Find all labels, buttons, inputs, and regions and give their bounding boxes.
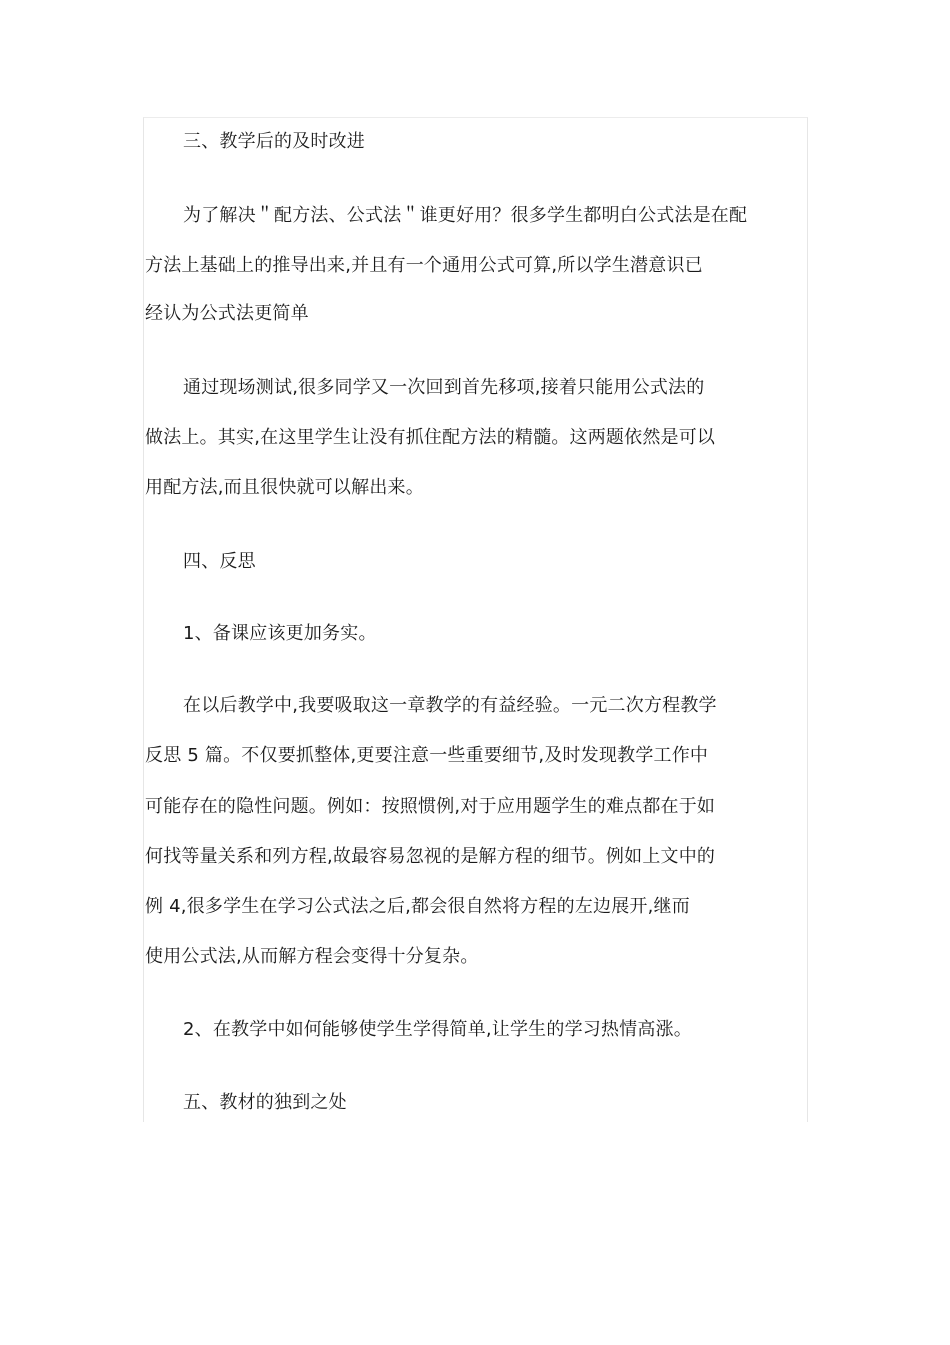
list-item-2: 2、在教学中如何能够使学生学得简单,让学生的学习热情高涨。: [183, 1019, 692, 1040]
section-3-heading: 三、教学后的及时改进: [183, 131, 365, 152]
paragraph-line: 用配方法,而且很快就可以解出来。: [145, 477, 424, 498]
paragraph-line: 何找等量关系和列方程,故最容易忽视的是解方程的细节。例如上文中的: [145, 846, 716, 867]
paragraph-line: 通过现场测试,很多同学又一次回到首先移项,接着只能用公式法的: [183, 377, 705, 398]
paragraph-line: 经认为公式法更简单: [145, 303, 309, 324]
paragraph-line: 在以后教学中,我要吸取这一章教学的有益经验。一元二次方程教学: [183, 695, 717, 716]
paragraph-line: 可能存在的隐性问题。例如：按照惯例,对于应用题学生的难点都在于如: [145, 796, 716, 817]
paragraph-line: 方法上基础上的推导出来,并且有一个通用公式可算,所以学生潜意识已: [145, 255, 703, 276]
paragraph-line: 反思 5 篇。不仅要抓整体,更要注意一些重要细节,及时发现教学工作中: [145, 745, 709, 766]
paragraph-line: 例 4,很多学生在学习公式法之后,都会很自然将方程的左边展开,继而: [145, 896, 690, 917]
paragraph-line: 为了解决＂配方法、公式法＂谁更好用？很多学生都明白公式法是在配: [183, 205, 748, 226]
list-item-1: 1、备课应该更加务实。: [183, 623, 377, 644]
section-5-heading: 五、教材的独到之处: [183, 1092, 347, 1113]
paragraph-line: 做法上。其实,在这里学生让没有抓住配方法的精髓。这两题依然是可以: [145, 427, 716, 448]
section-4-heading: 四、反思: [183, 551, 256, 572]
paragraph-line: 使用公式法,从而解方程会变得十分复杂。: [145, 946, 479, 967]
